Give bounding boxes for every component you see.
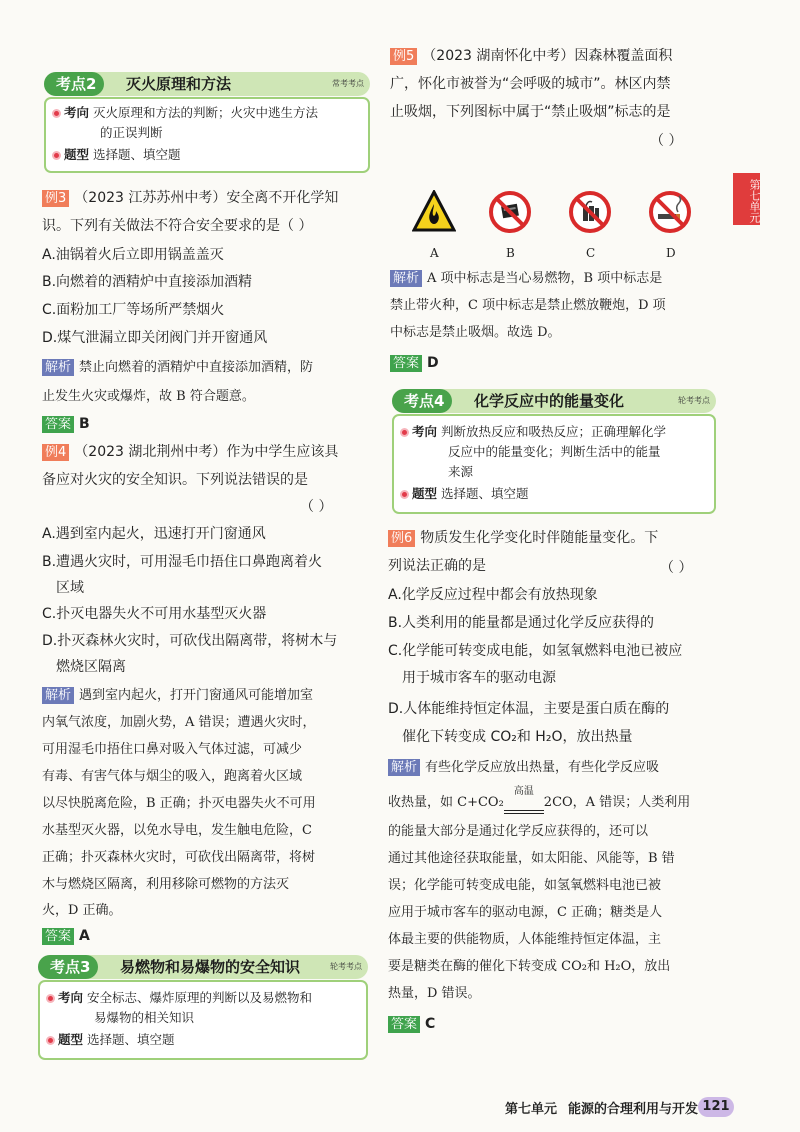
analysis-text: 有毒、有害气体与烟尘的吸入，跑离着火区域 xyxy=(42,769,303,784)
option-c-cont: 用于城市客车的驱动电源 xyxy=(402,670,556,686)
kaoxiang-text: 的正误判断 xyxy=(100,125,163,140)
option-d: D.扑灭森林火灾时，可砍伐出隔离带，将树木与 xyxy=(42,633,338,649)
page-number: 121 xyxy=(698,1097,734,1117)
kaoxiang-text: 易爆物的相关知识 xyxy=(94,1010,195,1025)
section-frequency-tag: 轮考考点 xyxy=(678,396,710,405)
footer-unit: 第七单元 xyxy=(505,1102,558,1117)
option-a: A.化学反应过程中都会有放热现象 xyxy=(388,587,598,603)
answer-paren: （ ） xyxy=(300,499,333,515)
icon-letter-a: A xyxy=(430,246,439,260)
analysis-text: 中标志是禁止吸烟。故选 D。 xyxy=(390,325,561,340)
tixing-label: 题型 xyxy=(412,486,438,501)
analysis-text: 禁止向燃着的酒精炉中直接添加酒精，防 xyxy=(79,360,314,375)
analysis-text: 要是糖类在酶的催化下转变成 CO₂和 H₂O，放出 xyxy=(388,959,671,974)
analysis-text: 有些化学反应放出热量，有些化学反应吸 xyxy=(425,760,660,775)
answer-tag: 答案 xyxy=(390,355,422,372)
analysis-tag: 解析 xyxy=(42,687,74,704)
analysis-text: 正确；扑灭森林火灾时，可砍伐出隔离带，将树 xyxy=(42,850,316,865)
question-text: 物质发生化学变化时伴随能量变化。下 xyxy=(420,530,659,546)
option-b-cont: 区域 xyxy=(56,580,84,596)
example-tag: 例6 xyxy=(388,530,415,547)
icon-letter-b: B xyxy=(506,246,515,260)
icon-letter-d: D xyxy=(666,246,676,260)
kaoxiang-text: 来源 xyxy=(448,464,474,479)
example-tag: 例3 xyxy=(42,190,69,207)
answer-paren: （ ） xyxy=(650,133,683,149)
option-c: C.化学能可转变成电能，如氢氧燃料电池已被应 xyxy=(388,643,683,659)
section-tab: 考点2 xyxy=(44,72,104,96)
kaoxiang-label: 考向 xyxy=(412,424,438,439)
analysis-text: 止发生火灾或爆炸，故 B 符合题意。 xyxy=(42,389,255,404)
question-text: （2023 江苏苏州中考）安全离不开化学知 xyxy=(74,190,339,206)
kaoxiang-text: 判断放热反应和吸热反应；正确理解化学 xyxy=(441,424,667,439)
kaoxiang-text: 安全标志、爆炸原理的判断以及易燃物和 xyxy=(87,990,313,1005)
reaction-arrow xyxy=(504,786,544,814)
option-d: D.煤气泄漏立即关闭阀门并开窗通风 xyxy=(42,330,268,346)
analysis-text: 应用于城市客车的驱动电源，C 正确；糖类是人 xyxy=(388,905,663,920)
answer-paren: （ ） xyxy=(660,560,693,576)
kaoxiang-text: 反应中的能量变化；判断生活中的能量 xyxy=(448,444,661,459)
tixing-text: 选择题、填空题 xyxy=(93,147,181,162)
section-title: 灭火原理和方法 xyxy=(126,75,232,93)
section-header-kp4 xyxy=(392,389,716,413)
question-text: 备应对火灾的安全知识。下列说法错误的是 xyxy=(42,472,308,488)
bullet-icon xyxy=(52,109,61,118)
analysis-tag: 解析 xyxy=(390,270,422,287)
icon-letter-c: C xyxy=(586,246,596,260)
equation-prefix: 收热量，如 C+CO₂ xyxy=(388,795,504,810)
tixing-text: 选择题、填空题 xyxy=(441,486,529,501)
tixing-label: 题型 xyxy=(64,147,90,162)
option-d-cont: 燃烧区隔离 xyxy=(56,659,126,675)
equation-suffix: 2CO，A 错误；人类利用 xyxy=(543,795,691,810)
question-text: 广，怀化市被誉为“会呼吸的城市”。林区内禁 xyxy=(390,76,671,92)
example-tag: 例4 xyxy=(42,444,69,461)
analysis-text: 木与燃烧区隔离，利用移除可燃物的方法灭 xyxy=(42,877,290,892)
analysis-text: A 项中标志是当心易燃物，B 项中标志是 xyxy=(427,271,663,286)
analysis-text: 遇到室内起火，打开门窗通风可能增加室 xyxy=(79,688,314,703)
kaoxiang-label: 考向 xyxy=(64,105,90,120)
analysis-text: 禁止带火种，C 项中标志是禁止燃放鞭炮，D 项 xyxy=(390,298,666,313)
example-tag: 例5 xyxy=(390,48,417,65)
analysis-text: 通过其他途径获取能量，如太阳能、风能等，B 错 xyxy=(388,851,675,866)
option-b: B.向燃着的酒精炉中直接添加酒精 xyxy=(42,274,253,290)
question-text: 止吸烟，下列图标中属于“禁止吸烟”标志的是 xyxy=(390,104,671,120)
no-fireworks-icon xyxy=(568,190,612,234)
analysis-text: 体最主要的供能物质，人体能维持恒定体温，主 xyxy=(388,932,662,947)
kaoxiang-text: 灭火原理和方法的判断；火灾中逃生方法 xyxy=(93,105,319,120)
info-box-kp2 xyxy=(44,97,370,173)
analysis-text: 火，D 正确。 xyxy=(42,903,122,918)
tixing-text: 选择题、填空题 xyxy=(87,1032,175,1047)
no-smoking-icon xyxy=(648,190,692,234)
answer-tag: 答案 xyxy=(42,928,74,945)
option-a: A.油锅着火后立即用锅盖盖灭 xyxy=(42,247,224,263)
answer-value: D xyxy=(427,355,439,371)
bullet-icon xyxy=(400,490,409,499)
answer-value: B xyxy=(79,416,90,432)
analysis-text: 以尽快脱离危险，B 正确；扑灭电器失火不可用 xyxy=(42,796,316,811)
reaction-condition: 高温 xyxy=(513,786,534,797)
option-d-cont: 催化下转变成 CO₂和 H₂O，放出热量 xyxy=(402,729,633,745)
analysis-text: 误；化学能可转变成电能，如氢氧燃料电池已被 xyxy=(388,878,662,893)
analysis-text: 的能量大部分是通过化学反应获得的，还可以 xyxy=(388,824,649,839)
option-a: A.遇到室内起火，迅速打开门窗通风 xyxy=(42,526,266,542)
section-title: 易燃物和易爆物的安全知识 xyxy=(120,958,301,976)
answer-tag: 答案 xyxy=(388,1016,420,1033)
option-c: C.扑灭电器失火不可用水基型灭火器 xyxy=(42,606,267,622)
unit-side-tab: 第七单元 xyxy=(733,173,760,225)
flammable-warning-icon xyxy=(412,190,456,234)
section-tab: 考点4 xyxy=(392,389,452,413)
bullet-icon xyxy=(400,428,409,437)
option-b: B.遭遇火灾时，可用湿毛巾捂住口鼻跑离着火 xyxy=(42,554,323,570)
answer-value: A xyxy=(79,928,90,944)
bullet-icon xyxy=(46,994,55,1003)
analysis-text: 热量，D 错误。 xyxy=(388,986,481,1001)
question-text: 列说法正确的是 xyxy=(388,558,486,574)
analysis-text: 内氧气浓度，加剧火势，A 错误；遭遇火灾时， xyxy=(42,715,316,730)
section-tab: 考点3 xyxy=(38,955,98,979)
bullet-icon xyxy=(52,151,61,160)
footer-title: 能源的合理利用与开发 xyxy=(568,1102,699,1117)
kaoxiang-label: 考向 xyxy=(58,990,84,1005)
info-box-kp4 xyxy=(392,414,716,514)
section-frequency-tag: 轮考考点 xyxy=(330,962,362,971)
section-title: 化学反应中的能量变化 xyxy=(474,392,625,410)
analysis-text: 可用湿毛巾捂住口鼻对吸入气体过滤，可减少 xyxy=(42,742,303,757)
analysis-text: 水基型灭火器，以免水导电，发生触电危险，C xyxy=(42,823,312,838)
analysis-tag: 解析 xyxy=(388,759,420,776)
option-b: B.人类利用的能量都是通过化学反应获得的 xyxy=(388,615,655,631)
option-d: D.人体能维持恒定体温，主要是蛋白质在酶的 xyxy=(388,701,670,717)
question-text: （2023 湖南怀化中考）因森林覆盖面积 xyxy=(422,48,673,64)
answer-tag: 答案 xyxy=(42,416,74,433)
question-text: （2023 湖北荆州中考）作为中学生应该具 xyxy=(74,444,339,460)
info-box-kp3 xyxy=(38,980,368,1060)
bullet-icon xyxy=(46,1036,55,1045)
section-header-kp3 xyxy=(38,955,368,979)
question-text: 识。下列有关做法不符合安全要求的是（ ） xyxy=(42,218,313,234)
section-header-kp2 xyxy=(44,72,370,96)
equation-line xyxy=(388,786,691,814)
analysis-tag: 解析 xyxy=(42,359,74,376)
tixing-label: 题型 xyxy=(58,1032,84,1047)
answer-value: C xyxy=(425,1016,436,1032)
option-c: C.面粉加工厂等场所严禁烟火 xyxy=(42,302,225,318)
no-open-flame-icon xyxy=(488,190,532,234)
section-frequency-tag: 常考考点 xyxy=(332,79,364,88)
